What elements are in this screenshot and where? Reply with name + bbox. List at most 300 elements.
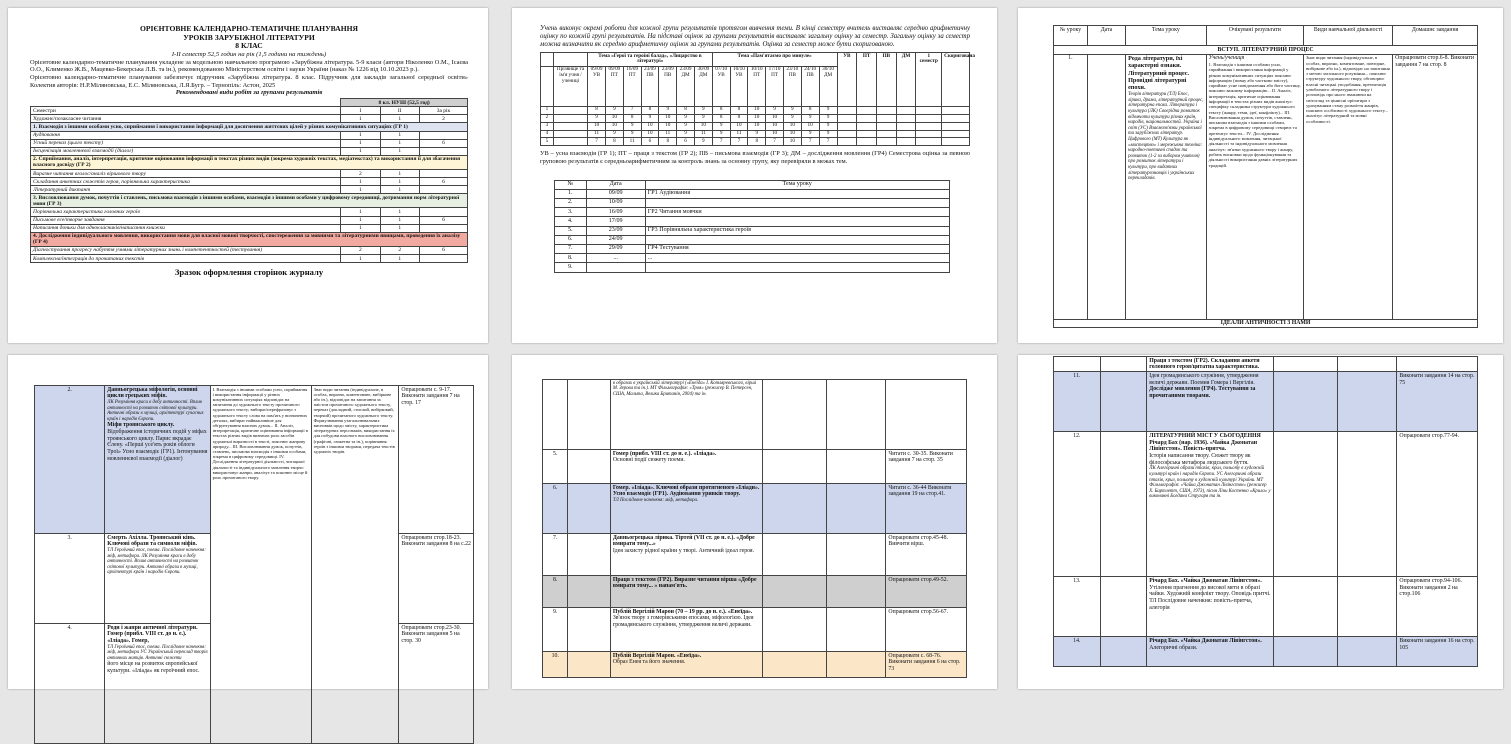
topic-main: Публій Вергілій Марон. «Енеїда». xyxy=(612,652,702,659)
grade-cell: 9 xyxy=(819,130,837,138)
row-year xyxy=(419,131,467,139)
corrected-header: Скоригована xyxy=(942,53,970,107)
lesson-row xyxy=(555,263,950,272)
grade-cell: 7 xyxy=(588,138,606,146)
group-row xyxy=(31,224,468,232)
lesson-row xyxy=(555,235,950,244)
lesson-no: 2. xyxy=(555,198,587,207)
row-label: Порівняльна характеристика головних героїв xyxy=(31,208,341,216)
row-year xyxy=(419,170,467,178)
topic-notes: ЛК Розуміння краси в добу античності. Вплив античності на розвиток світової культури. Античні образи в музиці, архітектурі сучасних країн і народів Європи. xyxy=(107,399,204,422)
activities-cell xyxy=(827,608,886,652)
grade-cell: 10 xyxy=(659,114,677,122)
intro-paragraph-1: Орієнтовне календарно-тематичне планування укладене за модельною навчальною програмою «Зарубіжна література. 5-9 класи (автори Ніколенко О.М., Ісаєва О.О., Клименко Ж.В., Мацевко-Бекерська Л.В. та ін.), рекомендованою Міністерством освіти і науки України (наказ № 1226 від 10.10.2023 р.). xyxy=(30,58,468,74)
grade-cell: 10 xyxy=(748,122,766,130)
lesson-date: 24/10 xyxy=(804,66,817,73)
homework-cell: Опрацювати стор.56-67. xyxy=(886,608,967,652)
plan-table-p6 xyxy=(1053,356,1478,667)
grade-cell-empty xyxy=(942,106,970,114)
lesson-topic xyxy=(610,608,763,652)
grade-cell-empty xyxy=(857,114,877,122)
lesson-date xyxy=(568,608,610,652)
lesson-no: 2. xyxy=(35,386,105,534)
student-name xyxy=(553,130,587,138)
lesson-group: ДМ xyxy=(699,72,708,79)
lesson-date xyxy=(1100,577,1147,637)
grade-cell: 10 xyxy=(801,122,819,130)
topic-main: Давньогрецька лірика. Тіртей (VII ст. до н. е.). «Добре вмирати тому...» xyxy=(612,534,755,548)
lesson-topic: ГР4 Тестування xyxy=(645,244,949,253)
row-s2: 1 xyxy=(380,178,419,186)
plan-row xyxy=(543,484,967,534)
row-s2: 1 xyxy=(380,139,419,147)
lesson-topic: ГР3 Порівняльна характеристика героїв xyxy=(645,226,949,235)
lesson-date xyxy=(586,263,645,272)
row-s1: 1 xyxy=(341,255,380,263)
page2-content xyxy=(540,25,975,273)
section-antiquity: ІДЕАЛИ АНТИЧНОСТІ 3 НАМИ xyxy=(1054,319,1478,328)
outcomes-cell xyxy=(763,484,827,534)
lesson-date: 16/09 xyxy=(586,208,645,217)
row-s1: 1 xyxy=(341,147,380,155)
lesson-no: 9. xyxy=(543,608,568,652)
lesson-date-cell xyxy=(641,66,659,106)
grade-cell-empty xyxy=(896,106,916,114)
plan-row xyxy=(543,652,967,678)
homework-cell: Опрацювати с. 9-17. Виконати завдання 7 на стор. 17 xyxy=(399,386,474,534)
topic-desc: Ідея захисту рідної країни у творі. Античний ідеал героя. xyxy=(612,547,755,554)
grade-cell: 8 xyxy=(712,106,730,114)
lesson-row xyxy=(555,226,950,235)
grade-cell: 9 xyxy=(748,130,766,138)
grading-intro: Учень виконує окремі роботи для кожної групи результатів протягом вивчення теми. В кінці семестру вчитель виставляє середню арифметичну оцінку по кожній групі результатів. На підставі оцінок за групами результатів виставляє загальну оцінку за семестр. Загальну оцінку за семестр можна визначити як середню арифметичну оцінок за групами результатів. Оцінка за семестр може бути скоригованою. xyxy=(540,25,970,48)
row-s2: 1 xyxy=(380,186,419,194)
grade-cell-empty xyxy=(942,122,970,130)
outcomes-cell xyxy=(1274,637,1338,667)
topic-notes: в образах в українській літературі («Енеїда» І. Котляревського, вірші М. Зерова та ін.). МТ Фільмографія: «Троя» (режисер В. Петерсен, США, Мальта, Велика Британія, 2004) та ін. xyxy=(612,380,757,397)
group-row xyxy=(31,186,468,194)
row-s2: 2 xyxy=(380,246,419,254)
student-no: 5 xyxy=(541,138,554,146)
grade-cell-empty xyxy=(857,138,877,146)
lesson-date xyxy=(568,652,610,678)
lesson-date: 10/10 xyxy=(733,66,745,73)
grade-cell: 10 xyxy=(605,122,623,130)
activities-cell xyxy=(827,652,886,678)
lesson-no: 12. xyxy=(1054,432,1101,577)
activities-cell xyxy=(827,534,886,576)
row-s2: 1 xyxy=(380,224,419,232)
header-outcomes: Очікувані результати xyxy=(1206,26,1304,46)
row-s2: 1 xyxy=(380,255,419,263)
lesson-date: 17/10 xyxy=(768,66,781,73)
lesson-1-outcomes xyxy=(1206,54,1304,319)
lesson-date xyxy=(568,576,610,608)
row-year: 6 xyxy=(419,246,467,254)
lesson-no: 4. xyxy=(35,624,105,744)
row-label: Комплексна/інтеграція до прочитаних текстів xyxy=(31,255,341,263)
lesson-topic xyxy=(645,235,949,244)
row-year xyxy=(419,147,467,155)
topic-main: Гомер. «Іліада». Ключові образи протягненого «Іліади». Усно взаємодіє (ГР1). Аудіювання уривків твору. xyxy=(612,484,760,498)
grade-cell-empty xyxy=(916,106,942,114)
grade-cell: 10 xyxy=(694,122,712,130)
plan-row xyxy=(1054,637,1478,667)
outcomes-cell: І. Взаємодія з іншими особами усно, сприймання і використання інформації у різних комунікативних ситуаціях відповідає на запитання до художнього тексту прочитаного художнього тексту; вибирає/перефразовує з художнього тексту слова на пам'ять у визначених деталях, вибирає найважливіше для обґрунтування власних думок... ІІ. Аналіз, інтерпретація, критичне оцінювання інформації в текстах різних видів визначає роль засобів художньої виразності в тексті, пояснює жанрову природу... ІІІ. Висловлювання думок, почуттів, ставлень, письмова взаємодія з іншими особами, зокрема в цифровому середовищі. ІV. Дослідження літературної діяльності, читацької діяльності та індивідуального мовлення творчо використовує жанри, аналізує та пояснює місце й роль прочитаного твору. xyxy=(210,386,311,744)
grade-cell: 10 xyxy=(783,122,801,130)
grade-cell: 9 xyxy=(819,106,837,114)
group-row xyxy=(31,131,468,139)
grade-cell-empty xyxy=(857,130,877,138)
outcomes-cell xyxy=(763,576,827,608)
lesson-no: 8. xyxy=(555,254,587,263)
lesson-1-topic xyxy=(1126,54,1207,319)
group-row xyxy=(31,139,468,147)
homework-cell: Читати с. 36-44 Виконати завдання 19 на стор.41. xyxy=(886,484,967,534)
plan-table-p3 xyxy=(1053,25,1478,328)
student-no: 1 xyxy=(541,106,554,114)
lesson-date: 23/09 xyxy=(661,66,674,73)
lesson-date: 17/09 xyxy=(586,217,645,226)
row-year xyxy=(419,208,467,216)
outcomes-text: 1. Взаємодія з іншими особами усно, сприймання і використання інформації у різних комунікативних ситуаціях пояснює інформацію (повну або частково змісту), сприймає усне повідомлення або його частину, пояснює важливу інформацію... ІІ. Аналіз, інтерпретація, критичне оцінювання інформації в текстах різних видів аналізує: специфіку складника структури художнього тексту (жанру, теми, ідеї, конфлікту)... ІІІ. Висловлювання думок, почуттів, ставлень, письмова взаємодія з іншими особами, зокрема в цифровому середовищі створює та презентує тексти... ІV. Дослідження індивідуального мовлення, читацької діяльності та індивідуального мовлення аналізує: зв'язки художнього твору і жанру, робить висновки щодо функціонування та діяльності використання давніх літературних традицій. xyxy=(1208,61,1301,168)
lesson-date-cell xyxy=(623,66,641,106)
grade-cell-empty xyxy=(876,138,896,146)
lesson-row xyxy=(555,217,950,226)
grade-cell: 11 xyxy=(659,130,677,138)
grade-cell: 9 xyxy=(712,122,730,130)
plan-row xyxy=(1054,577,1478,637)
topic-1-header: Тема «Герої та героїні балад», «Лицарство в літературі» xyxy=(588,53,713,67)
row-s1: 1 xyxy=(341,115,380,123)
outcomes-cell xyxy=(763,534,827,576)
lesson-group: УВ xyxy=(717,72,725,79)
row-year: 6 xyxy=(419,216,467,224)
lesson-row xyxy=(555,189,950,198)
grade-cell: 9 xyxy=(605,130,623,138)
lesson-topic xyxy=(645,217,949,226)
topic-desc: його місце на розвиток європейської культури. «Іліада» як героїчний епос. xyxy=(107,661,200,675)
lesson-date: 23/09 xyxy=(586,226,645,235)
outcomes-cell xyxy=(1274,577,1338,637)
grade-cell: 8 xyxy=(659,138,677,146)
lesson-date: 09/09 xyxy=(586,189,645,198)
group-row xyxy=(31,194,468,208)
activities-cell xyxy=(827,484,886,534)
grade-cell: 9 xyxy=(694,106,712,114)
lesson-date: 07/10 xyxy=(715,66,728,73)
lesson-date-cell xyxy=(748,66,766,106)
plan-row xyxy=(1054,432,1478,577)
lesson-topic xyxy=(645,263,949,272)
page-lesson-plan-myths xyxy=(8,355,488,689)
grade-cell: 7 xyxy=(819,138,837,146)
grade-cell: 10 xyxy=(730,122,748,130)
lesson-topic xyxy=(645,198,949,207)
lesson-date-cell xyxy=(694,66,712,106)
topic-main: Давньогрецька міфологія, основні цикли грецьких міфів. xyxy=(107,386,198,400)
plan-row xyxy=(543,608,967,652)
header-lesson-no: № уроку xyxy=(1054,26,1088,46)
activities-cell xyxy=(827,576,886,608)
grade-row xyxy=(541,138,970,146)
lesson-date xyxy=(568,450,610,484)
grade-cell: 10 xyxy=(783,138,801,146)
lesson-no: 3. xyxy=(555,208,587,217)
plan-row xyxy=(543,380,967,450)
grade-cell: 10 xyxy=(641,130,659,138)
grade-cell: 6 xyxy=(677,138,695,146)
lesson-topic xyxy=(1147,577,1274,637)
homework-cell: Виконати завдання 14 на стор. 75 xyxy=(1397,372,1478,432)
grade-cell: 9 xyxy=(677,130,695,138)
col-header-year: За рік xyxy=(419,107,467,115)
grade-cell-empty xyxy=(916,130,942,138)
groups-table xyxy=(30,98,468,263)
page4-content xyxy=(34,385,474,744)
grade-cell: 9 xyxy=(783,114,801,122)
lesson-1-homework: Опрацювати стор.6-8. Виконати завдання 7 на стор. 8 xyxy=(1393,54,1478,319)
plan-table-p5 xyxy=(542,379,967,678)
row-label: Письмове есе/творче завдання xyxy=(31,216,341,224)
lesson-date-cell xyxy=(712,66,730,106)
page1-content xyxy=(30,25,468,277)
grade-cell: 11 xyxy=(694,130,712,138)
lesson-date-cell xyxy=(819,66,837,106)
grade-cell: 7 xyxy=(730,138,748,146)
plan-row xyxy=(543,534,967,576)
grade-cell: 8 xyxy=(712,114,730,122)
grade-cell: 9 xyxy=(588,114,606,122)
student-name xyxy=(553,106,587,114)
grade-cell-empty xyxy=(916,122,942,130)
grade-cell: 9 xyxy=(819,122,837,130)
outcomes-cell xyxy=(1274,432,1338,577)
grade-cell: 8 xyxy=(730,114,748,122)
lesson-topic: ГР1 Аудіювання xyxy=(645,189,949,198)
lesson-date: ... xyxy=(586,254,645,263)
lesson-date: 24/09 xyxy=(586,235,645,244)
outcomes-cell xyxy=(763,450,827,484)
grade-cell: 10 xyxy=(605,114,623,122)
col-header-semesters: Семестри xyxy=(31,107,341,115)
row-label: Написання доньки для однокласників/написання книжки xyxy=(31,224,341,232)
lesson-row xyxy=(555,254,950,263)
grade-row xyxy=(541,106,970,114)
groups-legend: УВ – усна взаємодія (ГР 1); ПТ – праця з текстом (ГР 2); ПВ – письмова взаємодія (ГР 3); ДМ – дослідження мовлення (ГР4) Семестрова оцінка за певною груповою результатів є середньоарифметичним за контроль знань за основну групу, яку перевіряли в межах тем. xyxy=(540,150,970,165)
grade-cell-empty xyxy=(876,114,896,122)
lesson-date xyxy=(568,380,610,450)
semester-header: 1 семестр xyxy=(916,53,942,107)
lesson-1-activities: Знає види читання (індивідуальне, в особах, виразно, коментоване, повторне, вибіркове або ін.), відповідає на запитання з метою загального розуміння... пояснює структуру художнього твору, обговорює власні читацькі уподобання, презентація улюбленого літературного твору і розповідь про нього зважаючи на світогляд та ціннісні орієнтири з урахуванням стану розмаїття жанрів, пояснює особливості художнього тексту... аналізує літературний та мовні особливості. xyxy=(1304,54,1393,319)
grade-cell-empty xyxy=(916,114,942,122)
activities-cell xyxy=(1338,577,1397,637)
lesson-row xyxy=(555,208,950,217)
row-year xyxy=(419,224,467,232)
grade-cell: 9 xyxy=(801,130,819,138)
topic-main: ЛІТЕРАТУРНИЙ МІСТ У СЬОГОДЕННЯ Річард Бах (нар. 1936). «Чайка Джонатан Лівінгстон». Повість-притча. xyxy=(1149,432,1261,453)
lesson-topic xyxy=(610,534,763,576)
topic-main: Публій Вергілій Марон (70 – 19 рр. до н. е.). «Енеїда». xyxy=(612,608,753,615)
lesson-no: 3. xyxy=(35,534,105,624)
header-date: Дата xyxy=(1087,26,1125,46)
grade-cell-empty xyxy=(837,138,857,146)
grade-cell: 8 xyxy=(588,106,606,114)
grade-cell-empty xyxy=(837,122,857,130)
grade-cell: 8 xyxy=(623,114,641,122)
lesson-topic: ... xyxy=(645,254,949,263)
lesson-1-topic-main: Рода літератури, їхі характерні ознаки. Літературний процес. Провідні літературні епохи. xyxy=(1128,55,1190,92)
page-calendar-plan-title xyxy=(8,8,488,343)
lesson-date-cell xyxy=(766,66,784,106)
group-row xyxy=(31,170,468,178)
student-name xyxy=(553,122,587,130)
grade-cell: 10 xyxy=(588,122,606,130)
outcomes-cell xyxy=(1274,372,1338,432)
lesson-group: УВ xyxy=(593,72,601,79)
group-row xyxy=(31,147,468,155)
lessons-header-date: Дата xyxy=(586,180,645,189)
student-no: 3 xyxy=(541,122,554,130)
header-topic: Тема уроку xyxy=(1126,26,1207,46)
row-s2: 1 xyxy=(380,216,419,224)
group-dm: ДМ xyxy=(896,53,916,107)
topic-main: Гомер (прибл. VIII ст. до н. е.). «Іліада». xyxy=(612,450,717,457)
row-s2: 1 xyxy=(380,131,419,139)
homework-cell: Опрацювати стор.45-48. Вивчити вірш. xyxy=(886,534,967,576)
lesson-date-cell xyxy=(659,66,677,106)
group-heading: 2. Сприймання, аналіз, інтерпретація, критичне оцінювання інформації в текстах різних видів (зокрема художніх текстах, медіатекстах) та використання її для збагачення власного досвіду (ГР 2) xyxy=(31,155,468,169)
grade-cell: 9 xyxy=(819,114,837,122)
grade-cell: 9 xyxy=(641,114,659,122)
row-label: Виразне читання вголос/аналіз віршового твору xyxy=(31,170,341,178)
grade-cell-empty xyxy=(942,114,970,122)
row-year: 6 xyxy=(419,139,467,147)
activities-cell xyxy=(827,380,886,450)
topic-sub: Дослідже мовлення (ГР4). Тестування за прочитаними творами. xyxy=(1149,386,1256,400)
group-row xyxy=(31,232,468,246)
row-s1: 1 xyxy=(341,131,380,139)
grade-cell-empty xyxy=(942,138,970,146)
lesson-date-cell xyxy=(677,66,695,106)
lesson-no xyxy=(543,380,568,450)
grade-cell: 9 xyxy=(801,114,819,122)
student-no: 2 xyxy=(541,114,554,122)
topic-sub: Міфи троянського циклу. xyxy=(107,422,175,429)
grade-cell-empty xyxy=(916,138,942,146)
grade-cell: 10 xyxy=(766,114,784,122)
grade-cell-empty xyxy=(896,138,916,146)
lesson-date xyxy=(568,534,610,576)
group-pv: ПВ xyxy=(876,53,896,107)
lesson-date: 10/09 xyxy=(586,198,645,207)
lesson-group: ПВ xyxy=(806,72,814,79)
grade-cell: 9 xyxy=(712,130,730,138)
plan-row xyxy=(543,450,967,484)
topic-notes: ТЛ Героїчний епос, поема. Послідовне наченкня: міф, метафора УС Український переклад творів античних митців. Античні сюжети xyxy=(107,644,208,661)
grade-cell: 10 xyxy=(748,114,766,122)
topic-desc: Образ Енея та його значення. xyxy=(612,659,686,666)
lesson-date: 23/10 xyxy=(786,66,799,73)
homework-cell: Опрацювати стор.23-30. Виконати завдання 5 на стор. 30 xyxy=(399,624,474,744)
lesson-group: УВ xyxy=(735,72,743,79)
lesson-topic xyxy=(610,380,763,450)
topic-main: Роди і жанри античної літератури. Гомер (прибл. VIII ст. до н. е.). «Іліада». Гомер, xyxy=(107,624,198,644)
lesson-topic xyxy=(610,576,763,608)
group-row xyxy=(31,178,468,186)
lesson-1-no: 1. xyxy=(1054,54,1088,319)
plan-title-line-3: 8 КЛАС xyxy=(235,41,263,51)
lesson-no: 11. xyxy=(1054,372,1101,432)
col-header-s2: ІІ xyxy=(380,107,419,115)
row-s1: 1 xyxy=(341,186,380,194)
row-s1: 1 xyxy=(341,216,380,224)
outcomes-cell xyxy=(763,652,827,678)
lesson-no: 14. xyxy=(1054,637,1101,667)
grade-cell-empty xyxy=(896,122,916,130)
homework-cell xyxy=(886,380,967,450)
lesson-date xyxy=(1100,432,1147,577)
grade-cell: 11 xyxy=(623,138,641,146)
topic-desc: Утілення прагнення до високої мети в образі чайки. Художній конфлікт твору. Оповідь притчі. ТЛ Послідовне наченкня: повість-притча, алегорія xyxy=(1149,584,1271,611)
lesson-date-cell xyxy=(801,66,819,106)
lesson-date: 23/09 xyxy=(679,66,692,73)
lesson-topic xyxy=(105,534,210,624)
topic-notes: ТЛ Послідовне наченкня: міф, метафора. xyxy=(612,497,699,503)
lesson-group: ПТ xyxy=(753,72,761,79)
row-s2: 1 xyxy=(380,115,419,123)
lesson-group: ПВ xyxy=(664,72,672,79)
grade-cell: 9 xyxy=(623,122,641,130)
page-lesson-plan-bach xyxy=(1018,355,1503,689)
lesson-topic xyxy=(610,484,763,534)
lesson-1-topic-notes: Теорія літератури (ТЛ) Епос, лірика, драма, літературний процес, літературна епоха. Література і культура (ЛК) Своєрідна розвиток відомчоти культури різних країн, народів, національностей. Україна і світ (УС) Взаємозв'язки української та зарубіжних літератур. Цифрового (МТ) Культура як «мистецтво» і мереживна техніка: народно-поетичні спадок та розвиток (1-2 за вибором учителя) про розвиток літератури і культури, про видатних літературознавців і українських перекладачів. xyxy=(1128,92,1204,182)
plan-row xyxy=(1054,372,1478,432)
group-row xyxy=(31,216,468,224)
grade-cell-empty xyxy=(876,130,896,138)
lesson-no: 7. xyxy=(543,534,568,576)
lesson-date xyxy=(568,484,610,534)
lessons-header-no: № xyxy=(555,180,587,189)
grade-cell: 9 xyxy=(677,122,695,130)
page3-content xyxy=(1053,25,1478,328)
row-s1: 2 xyxy=(341,170,380,178)
lesson-group: ПТ xyxy=(628,72,636,79)
lesson-date xyxy=(1100,637,1147,667)
outcomes-cell xyxy=(763,608,827,652)
lesson-topic xyxy=(105,624,210,744)
grade-row xyxy=(541,114,970,122)
grade-cell: 9 xyxy=(605,106,623,114)
grade-cell-empty xyxy=(896,114,916,122)
grade-cell-empty xyxy=(896,130,916,138)
lesson-date-cell xyxy=(730,66,748,106)
lesson-date-cell xyxy=(605,66,623,106)
topic-main: Річард Бах. «Чайка Джонатан Лівінгстон». xyxy=(1149,637,1262,644)
grade-cell: 10 xyxy=(748,106,766,114)
lesson-topic xyxy=(105,386,210,534)
row-label: Складання анкетних сюжетів героя, порівняльна характеристика xyxy=(31,178,341,186)
row-year: 2 xyxy=(419,115,467,123)
semester-line: І-ІІ семестр 52,5 годин на рік (1,5 години на тиждень) xyxy=(171,50,327,58)
group-heading: 3. Висловлювання думок, почуттів і ставлень, письмова взаємодія з іншими особами, взаємодія з іншими особами у цифровому середовищі, дотримання норм літературної мови (ГР 3) xyxy=(31,194,468,208)
lesson-topic: ГР2 Читання мовчки xyxy=(645,208,949,217)
group-uv: УВ xyxy=(837,53,857,107)
row-s2: 1 xyxy=(380,208,419,216)
homework-cell: Виконати завдання 16 на стор. 105 xyxy=(1397,637,1478,667)
grade-cell: 9 xyxy=(783,106,801,114)
table-caption: 8 кл. НУШ (52,5 год) xyxy=(341,99,468,107)
